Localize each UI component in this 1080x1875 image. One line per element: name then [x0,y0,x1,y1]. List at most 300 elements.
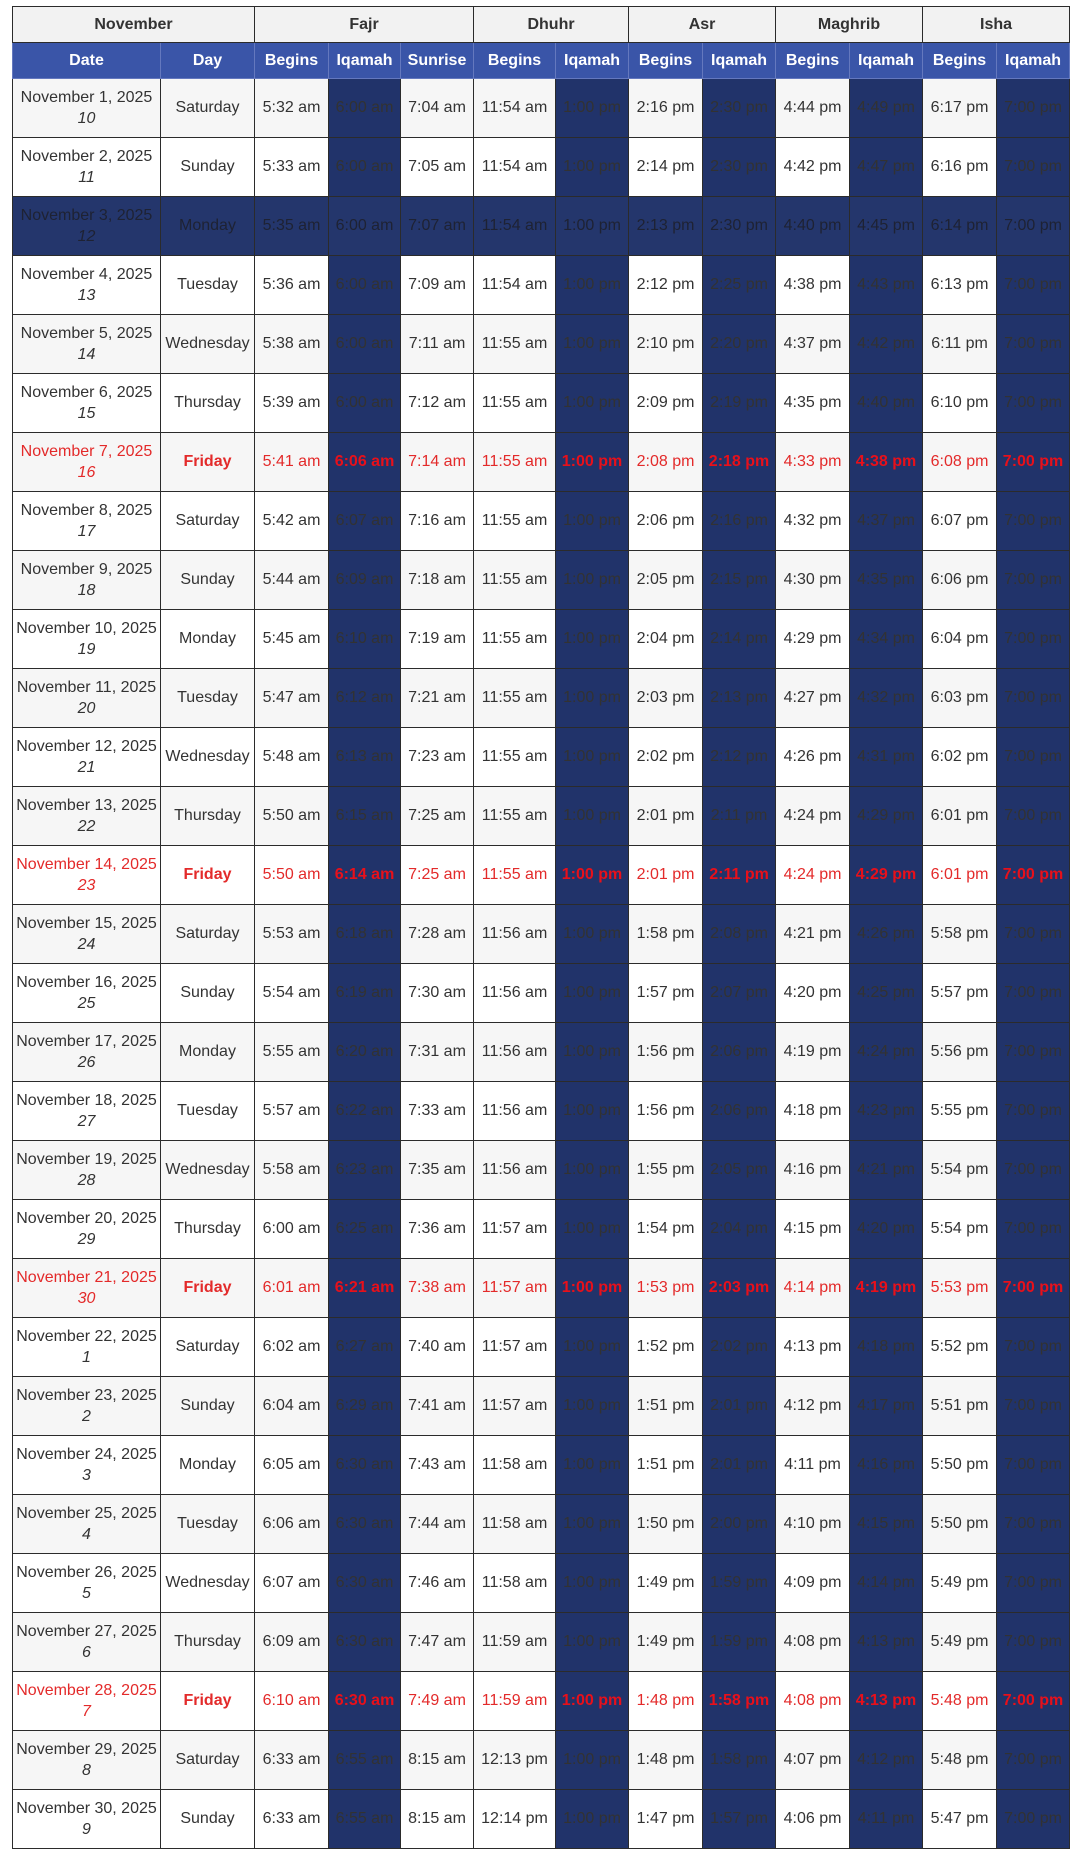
maghrib-cell: 4:09 pm [776,1554,850,1613]
sunrise-cell: 7:21 am [401,669,474,728]
fajr-iqamah-cell: 6:06 am [329,433,401,492]
date-cell [13,492,161,551]
table-row [13,138,1070,197]
maghrib-cell: 4:18 pm [776,1082,850,1141]
date-cell [13,1731,161,1790]
maghrib-cell: 4:35 pm [776,374,850,433]
fajr-iqamah-cell: 6:55 am [329,1790,401,1849]
table-row [13,787,1070,846]
asr-cell: 1:58 pm [629,905,703,964]
weekday-cell: Wednesday [161,1554,255,1613]
weekday-cell: Monday [161,1023,255,1082]
weekday-cell: Wednesday [161,315,255,374]
table-row [13,1672,1070,1731]
maghrib-iqamah-cell: 4:20 pm [850,1200,923,1259]
gregorian-date: November 23, 2025 [16,1387,157,1404]
asr-iqamah-cell: 2:02 pm [703,1318,776,1377]
sunrise-cell: 7:44 am [401,1495,474,1554]
fajr-iqamah-cell: 6:00 am [329,256,401,315]
isha-iqamah-cell: 7:00 pm [997,256,1070,315]
dhuhr-cell: 11:57 am [474,1259,556,1318]
table-row [13,1731,1070,1790]
isha-iqamah-cell: 7:00 pm [997,492,1070,551]
group-fajr: Fajr [255,7,474,43]
gregorian-date: November 5, 2025 [20,325,153,342]
sunrise-cell: 7:11 am [401,315,474,374]
gregorian-date: November 25, 2025 [16,1505,157,1522]
group-isha: Isha [923,7,1070,43]
isha-iqamah-cell: 7:00 pm [997,787,1070,846]
dhuhr-iqamah-cell: 1:00 pm [556,315,629,374]
isha-iqamah-cell: 7:00 pm [997,79,1070,138]
fajr-iqamah-cell: 6:22 am [329,1082,401,1141]
fajr-cell: 6:33 am [255,1790,329,1849]
fajr-iqamah-cell: 6:07 am [329,492,401,551]
sunrise-cell: 7:19 am [401,610,474,669]
dhuhr-iqamah-cell: 1:00 pm [556,1259,629,1318]
fajr-iqamah-cell: 6:30 am [329,1672,401,1731]
hijri-day: 28 [77,1172,96,1189]
sunrise-cell: 7:40 am [401,1318,474,1377]
maghrib-cell: 4:10 pm [776,1495,850,1554]
asr-iqamah-cell: 2:06 pm [703,1082,776,1141]
maghrib-iqamah-cell: 4:45 pm [850,197,923,256]
dhuhr-iqamah-cell: 1:00 pm [556,1436,629,1495]
dhuhr-iqamah-cell: 1:00 pm [556,79,629,138]
sunrise-cell: 8:15 am [401,1790,474,1849]
gregorian-date: November 18, 2025 [16,1092,157,1109]
date-cell [13,197,161,256]
maghrib-iqamah-cell: 4:12 pm [850,1731,923,1790]
fajr-iqamah-cell: 6:20 am [329,1023,401,1082]
isha-cell: 6:07 pm [923,492,997,551]
dhuhr-iqamah-cell: 1:00 pm [556,1082,629,1141]
maghrib-iqamah-cell: 4:16 pm [850,1436,923,1495]
asr-cell: 2:01 pm [629,787,703,846]
gregorian-date: November 30, 2025 [16,1800,157,1817]
dhuhr-cell: 11:55 am [474,492,556,551]
isha-cell: 6:01 pm [923,846,997,905]
dhuhr-iqamah-cell: 1:00 pm [556,728,629,787]
gregorian-date: November 3, 2025 [20,207,153,224]
gregorian-date: November 9, 2025 [20,561,153,578]
asr-iqamah-cell: 2:16 pm [703,492,776,551]
weekday-cell: Sunday [161,138,255,197]
sunrise-cell: 7:33 am [401,1082,474,1141]
maghrib-iqamah-cell: 4:11 pm [850,1790,923,1849]
dhuhr-cell: 11:58 am [474,1554,556,1613]
date-cell [13,905,161,964]
maghrib-cell: 4:07 pm [776,1731,850,1790]
maghrib-iqamah-cell: 4:32 pm [850,669,923,728]
table-row [13,1495,1070,1554]
dhuhr-cell: 11:55 am [474,669,556,728]
sunrise-cell: 8:15 am [401,1731,474,1790]
group-dhuhr: Dhuhr [474,7,629,43]
hijri-day: 27 [77,1113,96,1130]
hijri-day: 5 [82,1585,91,1602]
table-row [13,1318,1070,1377]
dhuhr-iqamah-cell: 1:00 pm [556,1141,629,1200]
table-row [13,846,1070,905]
gregorian-date: November 21, 2025 [16,1269,157,1286]
dhuhr-iqamah-cell: 1:00 pm [556,1790,629,1849]
asr-iqamah-cell: 2:01 pm [703,1436,776,1495]
gregorian-date: November 11, 2025 [16,679,157,696]
sunrise-cell: 7:05 am [401,138,474,197]
fajr-cell: 5:38 am [255,315,329,374]
fajr-cell: 6:04 am [255,1377,329,1436]
gregorian-date: November 4, 2025 [20,266,153,283]
date-cell [13,1495,161,1554]
dhuhr-iqamah-cell: 1:00 pm [556,197,629,256]
table-row [13,1554,1070,1613]
gregorian-date: November 27, 2025 [16,1623,157,1640]
asr-cell: 1:55 pm [629,1141,703,1200]
gregorian-date: November 10, 2025 [16,620,157,637]
isha-iqamah-cell: 7:00 pm [997,1200,1070,1259]
gregorian-date: November 17, 2025 [16,1033,157,1050]
fajr-cell: 6:01 am [255,1259,329,1318]
table-row [13,433,1070,492]
date-cell [13,1023,161,1082]
gregorian-date: November 26, 2025 [16,1564,157,1581]
asr-cell: 2:03 pm [629,669,703,728]
hijri-day: 23 [77,877,96,894]
isha-iqamah-cell: 7:00 pm [997,1790,1070,1849]
fajr-iqamah-cell: 6:00 am [329,138,401,197]
dhuhr-iqamah-cell: 1:00 pm [556,551,629,610]
asr-cell: 2:16 pm [629,79,703,138]
hijri-day: 7 [82,1703,91,1720]
maghrib-cell: 4:12 pm [776,1377,850,1436]
maghrib-cell: 4:16 pm [776,1141,850,1200]
maghrib-iqamah-cell: 4:21 pm [850,1141,923,1200]
weekday-cell: Saturday [161,492,255,551]
isha-iqamah-cell: 7:00 pm [997,905,1070,964]
date-cell [13,138,161,197]
weekday-cell: Friday [161,1672,255,1731]
asr-iqamah-cell: 2:04 pm [703,1200,776,1259]
fajr-cell: 6:05 am [255,1436,329,1495]
maghrib-cell: 4:15 pm [776,1200,850,1259]
date-cell [13,610,161,669]
asr-iqamah-cell: 2:11 pm [703,787,776,846]
weekday-cell: Tuesday [161,256,255,315]
sunrise-cell: 7:47 am [401,1613,474,1672]
sunrise-cell: 7:14 am [401,433,474,492]
weekday-cell: Saturday [161,1318,255,1377]
asr-iqamah-cell: 2:30 pm [703,138,776,197]
isha-cell: 6:06 pm [923,551,997,610]
asr-cell: 2:13 pm [629,197,703,256]
gregorian-date: November 16, 2025 [16,974,157,991]
asr-iqamah-cell: 2:14 pm [703,610,776,669]
asr-cell: 1:54 pm [629,1200,703,1259]
hijri-day: 20 [77,700,96,717]
isha-iqamah-cell: 7:00 pm [997,1318,1070,1377]
table-row [13,964,1070,1023]
hijri-day: 13 [77,287,96,304]
maghrib-cell: 4:44 pm [776,79,850,138]
isha-cell: 5:47 pm [923,1790,997,1849]
fajr-iqamah-cell: 6:09 am [329,551,401,610]
fajr-cell: 5:39 am [255,374,329,433]
col-dhuhr-begins: Begins [474,43,556,79]
weekday-cell: Saturday [161,905,255,964]
hijri-day: 19 [77,641,96,658]
asr-cell: 1:56 pm [629,1082,703,1141]
weekday-cell: Tuesday [161,1495,255,1554]
asr-cell: 2:05 pm [629,551,703,610]
maghrib-cell: 4:37 pm [776,315,850,374]
sunrise-cell: 7:38 am [401,1259,474,1318]
fajr-cell: 5:33 am [255,138,329,197]
dhuhr-cell: 11:54 am [474,138,556,197]
fajr-iqamah-cell: 6:00 am [329,79,401,138]
sunrise-cell: 7:07 am [401,197,474,256]
fajr-cell: 5:47 am [255,669,329,728]
dhuhr-cell: 11:55 am [474,433,556,492]
weekday-cell: Saturday [161,1731,255,1790]
table-row [13,256,1070,315]
col-day: Day [161,43,255,79]
asr-cell: 2:09 pm [629,374,703,433]
table-row [13,1082,1070,1141]
date-cell [13,374,161,433]
date-cell [13,1082,161,1141]
asr-cell: 1:56 pm [629,1023,703,1082]
maghrib-iqamah-cell: 4:40 pm [850,374,923,433]
isha-iqamah-cell: 7:00 pm [997,1731,1070,1790]
fajr-cell: 6:07 am [255,1554,329,1613]
col-isha-iqamah: Iqamah [997,43,1070,79]
date-cell [13,1436,161,1495]
asr-iqamah-cell: 1:58 pm [703,1672,776,1731]
maghrib-cell: 4:24 pm [776,846,850,905]
isha-iqamah-cell: 7:00 pm [997,1554,1070,1613]
weekday-cell: Thursday [161,374,255,433]
date-cell [13,1377,161,1436]
col-dhuhr-iqamah: Iqamah [556,43,629,79]
weekday-cell: Sunday [161,964,255,1023]
isha-cell: 5:52 pm [923,1318,997,1377]
isha-cell: 6:08 pm [923,433,997,492]
prayer-timetable [12,6,1069,1849]
hijri-day: 8 [82,1762,91,1779]
asr-cell: 2:06 pm [629,492,703,551]
timetable [12,6,1070,1849]
maghrib-cell: 4:08 pm [776,1672,850,1731]
table-row [13,1790,1070,1849]
fajr-cell: 5:57 am [255,1082,329,1141]
table-row [13,315,1070,374]
gregorian-date: November 14, 2025 [16,856,157,873]
dhuhr-cell: 11:54 am [474,79,556,138]
hijri-day: 4 [82,1526,91,1543]
asr-iqamah-cell: 2:15 pm [703,551,776,610]
dhuhr-iqamah-cell: 1:00 pm [556,1377,629,1436]
asr-iqamah-cell: 2:25 pm [703,256,776,315]
sunrise-cell: 7:36 am [401,1200,474,1259]
fajr-iqamah-cell: 6:18 am [329,905,401,964]
hijri-day: 10 [77,110,96,127]
date-cell [13,1613,161,1672]
maghrib-iqamah-cell: 4:35 pm [850,551,923,610]
maghrib-cell: 4:13 pm [776,1318,850,1377]
dhuhr-iqamah-cell: 1:00 pm [556,138,629,197]
group-asr: Asr [629,7,776,43]
isha-iqamah-cell: 7:00 pm [997,964,1070,1023]
fajr-iqamah-cell: 6:21 am [329,1259,401,1318]
asr-cell: 1:48 pm [629,1672,703,1731]
date-cell [13,551,161,610]
sunrise-cell: 7:04 am [401,79,474,138]
col-fajr-iqamah: Iqamah [329,43,401,79]
sunrise-cell: 7:46 am [401,1554,474,1613]
date-cell [13,1259,161,1318]
date-cell [13,315,161,374]
dhuhr-iqamah-cell: 1:00 pm [556,905,629,964]
fajr-cell: 5:48 am [255,728,329,787]
timetable-body [13,79,1070,1849]
weekday-cell: Friday [161,1259,255,1318]
isha-iqamah-cell: 7:00 pm [997,315,1070,374]
isha-cell: 6:10 pm [923,374,997,433]
date-cell [13,433,161,492]
asr-iqamah-cell: 2:03 pm [703,1259,776,1318]
group-maghrib: Maghrib [776,7,923,43]
asr-iqamah-cell: 2:05 pm [703,1141,776,1200]
maghrib-iqamah-cell: 4:19 pm [850,1259,923,1318]
weekday-cell: Friday [161,846,255,905]
asr-cell: 1:50 pm [629,1495,703,1554]
dhuhr-cell: 12:14 pm [474,1790,556,1849]
fajr-cell: 6:00 am [255,1200,329,1259]
fajr-iqamah-cell: 6:23 am [329,1141,401,1200]
table-row [13,1023,1070,1082]
date-cell [13,669,161,728]
date-cell [13,1790,161,1849]
asr-cell: 2:12 pm [629,256,703,315]
date-cell [13,964,161,1023]
fajr-iqamah-cell: 6:30 am [329,1554,401,1613]
isha-cell: 5:50 pm [923,1495,997,1554]
table-row [13,197,1070,256]
asr-iqamah-cell: 2:30 pm [703,79,776,138]
weekday-cell: Sunday [161,1377,255,1436]
hijri-day: 22 [77,818,96,835]
fajr-iqamah-cell: 6:15 am [329,787,401,846]
fajr-cell: 5:44 am [255,551,329,610]
fajr-iqamah-cell: 6:55 am [329,1731,401,1790]
hijri-day: 26 [77,1054,96,1071]
dhuhr-iqamah-cell: 1:00 pm [556,1200,629,1259]
sunrise-cell: 7:30 am [401,964,474,1023]
dhuhr-cell: 11:54 am [474,197,556,256]
gregorian-date: November 1, 2025 [20,89,153,106]
dhuhr-cell: 12:13 pm [474,1731,556,1790]
isha-iqamah-cell: 7:00 pm [997,1023,1070,1082]
isha-iqamah-cell: 7:00 pm [997,374,1070,433]
isha-iqamah-cell: 7:00 pm [997,138,1070,197]
hijri-day: 29 [77,1231,96,1248]
maghrib-cell: 4:14 pm [776,1259,850,1318]
fajr-cell: 5:53 am [255,905,329,964]
isha-iqamah-cell: 7:00 pm [997,728,1070,787]
fajr-cell: 5:45 am [255,610,329,669]
dhuhr-iqamah-cell: 1:00 pm [556,256,629,315]
maghrib-iqamah-cell: 4:43 pm [850,256,923,315]
isha-cell: 6:14 pm [923,197,997,256]
fajr-cell: 5:50 am [255,787,329,846]
gregorian-date: November 2, 2025 [20,148,153,165]
fajr-cell: 5:36 am [255,256,329,315]
fajr-cell: 5:42 am [255,492,329,551]
isha-cell: 6:11 pm [923,315,997,374]
asr-cell: 2:04 pm [629,610,703,669]
maghrib-cell: 4:29 pm [776,610,850,669]
gregorian-date: November 12, 2025 [16,738,157,755]
dhuhr-cell: 11:57 am [474,1377,556,1436]
table-row [13,669,1070,728]
dhuhr-iqamah-cell: 1:00 pm [556,1023,629,1082]
asr-cell: 1:48 pm [629,1731,703,1790]
hijri-day: 9 [82,1821,91,1838]
isha-iqamah-cell: 7:00 pm [997,669,1070,728]
sunrise-cell: 7:43 am [401,1436,474,1495]
sunrise-cell: 7:35 am [401,1141,474,1200]
weekday-cell: Saturday [161,79,255,138]
isha-cell: 6:16 pm [923,138,997,197]
fajr-cell: 5:54 am [255,964,329,1023]
weekday-cell: Friday [161,433,255,492]
asr-cell: 1:51 pm [629,1436,703,1495]
asr-cell: 1:49 pm [629,1613,703,1672]
fajr-cell: 5:32 am [255,79,329,138]
isha-cell: 5:55 pm [923,1082,997,1141]
table-row [13,1259,1070,1318]
table-row [13,1377,1070,1436]
isha-cell: 5:48 pm [923,1731,997,1790]
asr-iqamah-cell: 1:59 pm [703,1554,776,1613]
dhuhr-cell: 11:55 am [474,315,556,374]
maghrib-iqamah-cell: 4:42 pm [850,315,923,374]
sunrise-cell: 7:41 am [401,1377,474,1436]
fajr-cell: 6:10 am [255,1672,329,1731]
table-row [13,374,1070,433]
table-row [13,905,1070,964]
asr-iqamah-cell: 2:12 pm [703,728,776,787]
dhuhr-cell: 11:54 am [474,256,556,315]
table-row [13,1436,1070,1495]
isha-iqamah-cell: 7:00 pm [997,1495,1070,1554]
isha-iqamah-cell: 7:00 pm [997,197,1070,256]
col-maghrib-iqamah: Iqamah [850,43,923,79]
asr-iqamah-cell: 2:01 pm [703,1377,776,1436]
dhuhr-iqamah-cell: 1:00 pm [556,433,629,492]
isha-cell: 5:50 pm [923,1436,997,1495]
table-row [13,492,1070,551]
maghrib-cell: 4:42 pm [776,138,850,197]
hijri-day: 1 [82,1349,91,1366]
hijri-day: 25 [77,995,96,1012]
hijri-day: 30 [77,1290,96,1307]
asr-iqamah-cell: 2:18 pm [703,433,776,492]
table-row [13,1141,1070,1200]
dhuhr-iqamah-cell: 1:00 pm [556,492,629,551]
col-asr-iqamah: Iqamah [703,43,776,79]
